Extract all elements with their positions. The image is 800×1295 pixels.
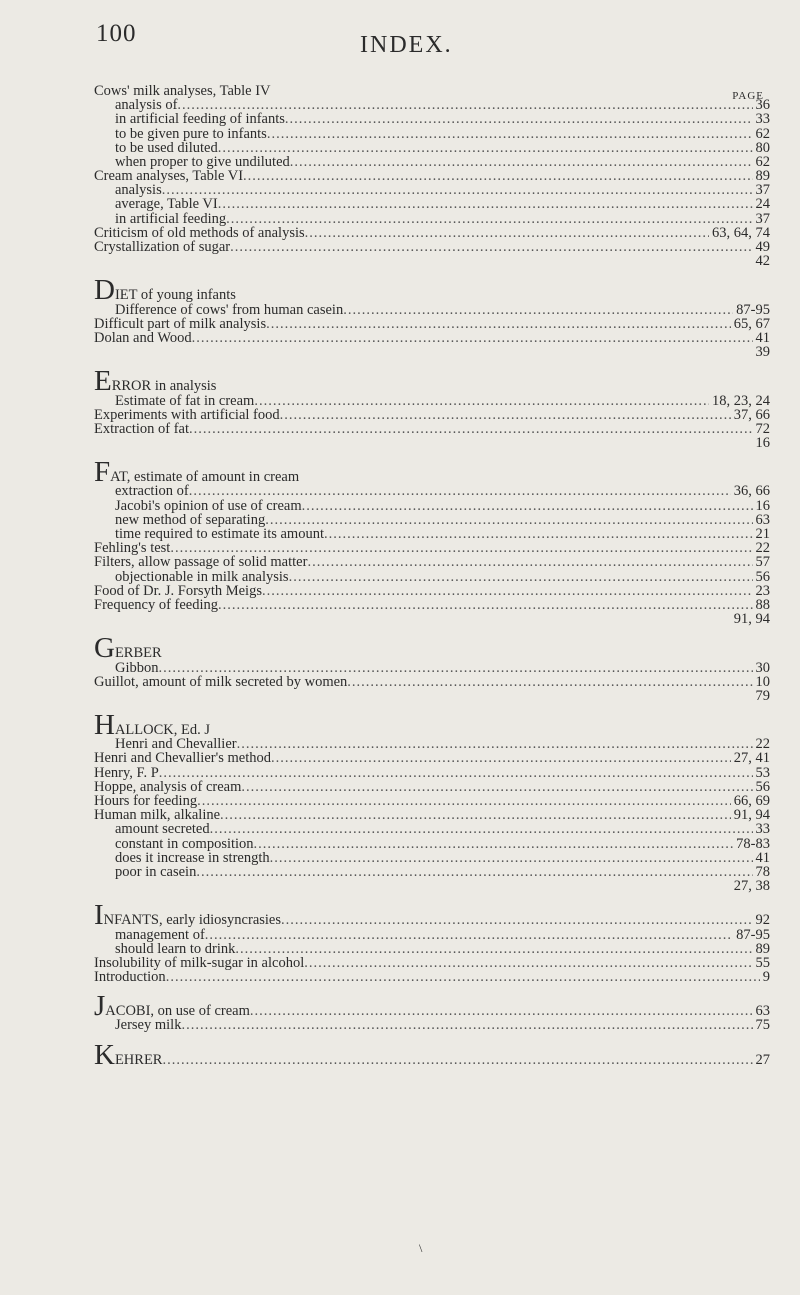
- index-entry: [94, 331, 770, 345]
- index-entry: [94, 808, 770, 822]
- entry-page: 39: [755, 344, 770, 361]
- entry-text: Hoppe, analysis of cream: [94, 778, 242, 795]
- entry-text: JACOBI, on use of cream: [94, 990, 250, 1023]
- index-section: [94, 84, 770, 268]
- index-entry: [94, 942, 770, 956]
- dot-leader: [166, 970, 760, 984]
- index-entry: [94, 141, 770, 155]
- page-column-label: PAGE: [732, 90, 764, 102]
- entry-text: analysis of: [115, 97, 178, 114]
- entry-text: Jacobi's opinion of use of cream: [115, 497, 302, 514]
- index-entry: [94, 303, 770, 317]
- index-entry: [94, 956, 770, 970]
- entry-text: DIET of young infants: [94, 274, 236, 307]
- dot-leader: [237, 737, 753, 751]
- index-section: [94, 990, 770, 1034]
- index-entry: [94, 365, 770, 398]
- entry-page: 41: [755, 849, 770, 866]
- index-section: [94, 709, 770, 895]
- entry-text: new method of separating: [115, 511, 266, 528]
- entry-page: 63, 64, 74: [712, 224, 770, 241]
- index-entry: [94, 456, 770, 489]
- entry-page: 66, 69: [733, 793, 770, 810]
- index-entry: [94, 485, 770, 499]
- dot-leader: [192, 331, 753, 345]
- dot-leader: [243, 169, 752, 183]
- entry-text: Henri and Chevallier's method: [94, 750, 271, 767]
- index-entry: [94, 436, 770, 450]
- dot-leader: [324, 527, 753, 541]
- dot-leader: [254, 837, 734, 851]
- entry-text: when proper to give undiluted: [115, 153, 290, 170]
- entry-text: INFANTS, early idiosyncrasies: [94, 899, 281, 932]
- dot-leader: [285, 112, 753, 126]
- entry-page: 30: [755, 659, 770, 676]
- entry-text: Guillot, amount of milk secreted by women: [94, 673, 348, 690]
- index-entry: [94, 570, 770, 584]
- dot-leader: [241, 780, 752, 794]
- entry-page: 24: [755, 196, 770, 213]
- entry-page: 33: [755, 821, 770, 838]
- index-entry: [94, 709, 770, 742]
- entry-page: 63: [755, 1003, 770, 1020]
- index-entry: [94, 555, 770, 569]
- entry-page: 41: [755, 329, 770, 346]
- dot-leader: [189, 484, 731, 498]
- entry-text: HALLOCK, Ed. J: [94, 709, 211, 742]
- index-entry: [94, 1038, 770, 1071]
- entry-page: 36: [755, 97, 770, 114]
- entry-text: Estimate of fat in cream: [115, 392, 255, 409]
- index-entry: [94, 598, 770, 612]
- entry-text: average, Table VI: [115, 196, 218, 213]
- dot-leader: [347, 675, 752, 689]
- dot-leader: [196, 865, 752, 879]
- entry-text: Criticism of old methods of analysis: [94, 224, 305, 241]
- dot-leader: [265, 513, 752, 527]
- dot-leader: [343, 303, 733, 317]
- dot-leader: [266, 317, 731, 331]
- entry-page: 27: [755, 1051, 770, 1068]
- dot-leader: [304, 956, 752, 970]
- entry-text: amount secreted: [115, 821, 210, 838]
- entry-text: Cows' milk analyses, Table IV: [94, 82, 271, 99]
- index-entry: [94, 632, 770, 665]
- entry-page: 37, 66: [733, 406, 770, 423]
- entry-text: Crystallization of sugar: [94, 239, 231, 256]
- dot-leader: [267, 127, 753, 141]
- index-entry: [94, 928, 770, 942]
- entry-page: 37: [755, 210, 770, 227]
- entry-page: 89: [755, 940, 770, 957]
- index-entry: [94, 851, 770, 865]
- entry-page: 55: [755, 954, 770, 971]
- entry-page: 56: [755, 778, 770, 795]
- dot-leader: [254, 394, 709, 408]
- entry-text: does it increase in strength: [115, 849, 270, 866]
- dot-leader: [250, 1004, 753, 1018]
- dot-leader: [235, 942, 752, 956]
- entry-page: 92: [755, 912, 770, 929]
- entry-text: extraction of: [115, 483, 189, 500]
- dot-leader: [307, 555, 752, 569]
- entry-text: objectionable in milk analysis: [115, 568, 289, 585]
- entry-page: 33: [755, 111, 770, 128]
- dot-leader: [170, 541, 752, 555]
- entry-page: 36, 66: [733, 483, 770, 500]
- entry-page: 22: [755, 736, 770, 753]
- entry-page: 56: [755, 568, 770, 585]
- entry-page: 78: [755, 863, 770, 880]
- index-section: [94, 456, 770, 628]
- dot-leader: [289, 570, 753, 584]
- entry-text: Human milk, alkaline: [94, 807, 221, 824]
- index-entry: [94, 112, 770, 126]
- index-entry: [94, 675, 770, 689]
- index-entry: [94, 970, 770, 984]
- index-entry: [94, 127, 770, 141]
- dot-leader: [230, 240, 752, 254]
- index-entry: [94, 422, 770, 436]
- dot-leader: [197, 794, 731, 808]
- entry-page: 10: [755, 673, 770, 690]
- entry-text: Difference of cows' from human casein: [115, 301, 344, 318]
- entry-page: 22: [755, 540, 770, 557]
- index-entry: [94, 394, 770, 408]
- index-entry: [94, 240, 770, 254]
- index-entry: [94, 822, 770, 836]
- index-section: [94, 899, 770, 986]
- dot-leader: [162, 1053, 752, 1067]
- entry-text: Henri and Chevallier: [115, 736, 237, 753]
- index-entry: [94, 541, 770, 555]
- entry-text: Experiments with artificial food: [94, 406, 280, 423]
- entry-text: time required to estimate its amount: [115, 526, 324, 543]
- dot-leader: [302, 499, 753, 513]
- index-entry: [94, 499, 770, 513]
- entry-page: 75: [755, 1017, 770, 1034]
- entry-page: 62: [755, 153, 770, 170]
- index-entry: [94, 780, 770, 794]
- entry-page: 62: [755, 125, 770, 142]
- entry-page: 72: [755, 420, 770, 437]
- index-entry: [94, 689, 770, 703]
- dot-leader: [218, 598, 752, 612]
- entry-text: FAT, estimate of amount in cream: [94, 456, 300, 489]
- entry-text: Jersey milk: [115, 1017, 182, 1034]
- index-entry: [94, 345, 770, 359]
- entry-page: 23: [755, 582, 770, 599]
- entry-page: 27, 38: [733, 878, 770, 895]
- index-entry: [94, 865, 770, 879]
- entry-text: management of: [115, 926, 205, 943]
- dot-leader: [159, 661, 753, 675]
- dot-leader: [271, 751, 731, 765]
- index-entry: [94, 752, 770, 766]
- entry-text: Extraction of fat: [94, 420, 190, 437]
- dot-leader: [290, 155, 753, 169]
- dot-leader: [205, 928, 733, 942]
- page-number: 100: [96, 20, 137, 47]
- index-section: [94, 365, 770, 452]
- entry-page: 49: [755, 239, 770, 256]
- index-entry: [94, 879, 770, 893]
- entry-text: Dolan and Wood: [94, 329, 192, 346]
- index-entry: [94, 84, 770, 98]
- dot-leader: [218, 197, 753, 211]
- entry-text: Food of Dr. J. Forsyth Meigs: [94, 582, 262, 599]
- entry-text: Insolubility of milk-sugar in alcohol: [94, 954, 305, 971]
- index-entry: [94, 274, 770, 307]
- index-entry: [94, 990, 770, 1023]
- index-entry: [94, 794, 770, 808]
- index-entry: [94, 408, 770, 422]
- entry-text: Filters, allow passage of solid matter: [94, 554, 308, 571]
- entry-text: constant in composition: [115, 835, 254, 852]
- entry-text: poor in casein: [115, 863, 197, 880]
- dot-leader: [220, 808, 731, 822]
- index-entry: [94, 513, 770, 527]
- entry-page: 87-95: [736, 926, 770, 943]
- page-title: INDEX.: [360, 32, 453, 58]
- index-entry: [94, 155, 770, 169]
- index-entry: [94, 98, 770, 112]
- entry-page: 16: [755, 435, 770, 452]
- index-entry: [94, 317, 770, 331]
- entry-page: 79: [755, 687, 770, 704]
- entry-page: 37: [755, 182, 770, 199]
- entry-text: in artificial feeding: [115, 210, 227, 227]
- entry-page: 16: [755, 497, 770, 514]
- entry-text: Difficult part of milk analysis: [94, 315, 267, 332]
- entry-text: GERBER: [94, 632, 162, 665]
- dot-leader: [270, 851, 753, 865]
- dot-leader: [177, 98, 752, 112]
- index-entry: [94, 198, 770, 212]
- entry-page: 18, 23, 24: [712, 392, 770, 409]
- entry-page: 53: [755, 764, 770, 781]
- dot-leader: [280, 408, 731, 422]
- index-section: [94, 1038, 770, 1071]
- index-entry: [94, 737, 770, 751]
- index-entry: [94, 766, 770, 780]
- index-entry: [94, 612, 770, 626]
- entry-page: 42: [755, 253, 770, 270]
- entry-text: in artificial feeding of infants: [115, 111, 285, 128]
- entry-text: analysis: [115, 182, 162, 199]
- entry-page: 80: [755, 139, 770, 156]
- index-entry: [94, 661, 770, 675]
- footer-mark: \: [419, 1241, 423, 1255]
- dot-leader: [218, 141, 753, 155]
- index-entry: [94, 254, 770, 268]
- dot-leader: [159, 766, 753, 780]
- index-section: [94, 632, 770, 704]
- dot-leader: [162, 183, 753, 197]
- entry-page: 21: [755, 526, 770, 543]
- entry-page: 57: [755, 554, 770, 571]
- entry-page: 91, 94: [733, 807, 770, 824]
- index-entry: [94, 212, 770, 226]
- dot-leader: [305, 226, 709, 240]
- entry-text: Cream analyses, Table VI: [94, 168, 244, 185]
- entry-text: KEHRER: [94, 1038, 163, 1071]
- entry-text: Frequency of feeding: [94, 596, 219, 613]
- index-entry: [94, 584, 770, 598]
- entry-page: 9: [762, 969, 770, 986]
- dot-leader: [181, 1018, 752, 1032]
- entry-text: Introduction: [94, 969, 166, 986]
- entry-page: 88: [755, 596, 770, 613]
- index-list: [94, 84, 770, 1087]
- index-entry: [94, 169, 770, 183]
- entry-text: to be used diluted: [115, 139, 218, 156]
- entry-text: ERROR in analysis: [94, 365, 217, 398]
- index-entry: [94, 226, 770, 240]
- entry-text: Fehling's test: [94, 540, 171, 557]
- entry-page: 91, 94: [733, 611, 770, 628]
- index-section: [94, 274, 770, 361]
- entry-text: should learn to drink: [115, 940, 236, 957]
- entry-text: Henry, F. P: [94, 764, 159, 781]
- entry-page: 87-95: [736, 301, 770, 318]
- entry-page: 65, 67: [733, 315, 770, 332]
- entry-page: 89: [755, 168, 770, 185]
- dot-leader: [189, 422, 752, 436]
- index-entry: [94, 899, 770, 932]
- index-entry: [94, 837, 770, 851]
- index-entry: [94, 1019, 770, 1033]
- entry-text: Gibbon: [115, 659, 159, 676]
- index-entry: [94, 183, 770, 197]
- entry-text: Hours for feeding: [94, 793, 198, 810]
- entry-text: to be given pure to infants: [115, 125, 267, 142]
- index-entry: [94, 527, 770, 541]
- dot-leader: [226, 212, 752, 226]
- dot-leader: [210, 822, 753, 836]
- dot-leader: [262, 584, 753, 598]
- entry-page: 63: [755, 511, 770, 528]
- dot-leader: [281, 913, 753, 927]
- entry-page: 78-83: [736, 835, 770, 852]
- entry-page: 27, 41: [733, 750, 770, 767]
